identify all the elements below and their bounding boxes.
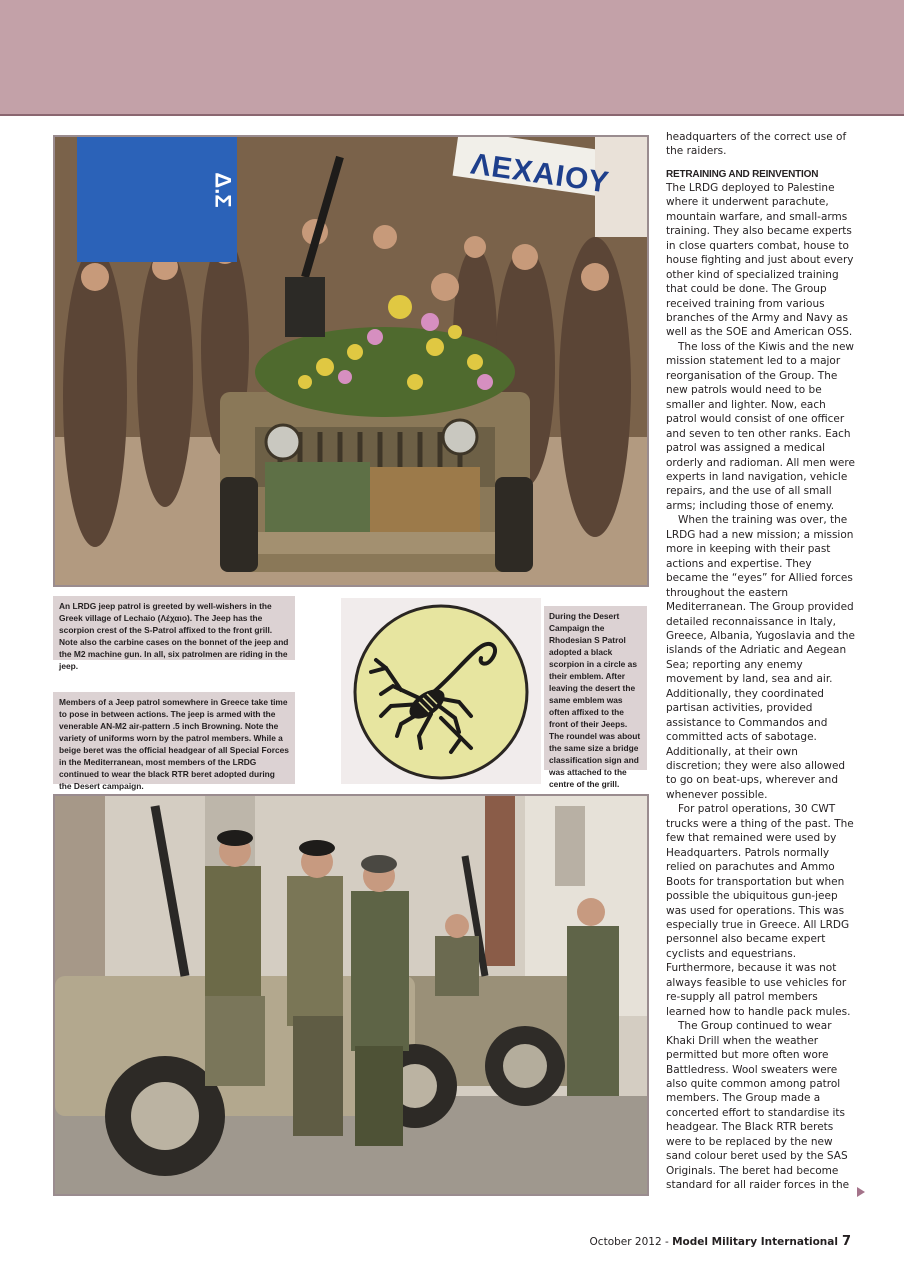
- continued-arrow-icon: [857, 1187, 865, 1197]
- caption-scorpion-roundel: During the Desert Campaign the Rhodesian S Patrol adopted a black scorpion in a circle as their emblem. After leaving the desert the same emblem was often affixed to the front of their Jeeps. The roundel was about the same size a bridge classification sign and was attached to the centre of the grill.: [544, 606, 647, 770]
- article-paragraph: For patrol operations, 30 CWT trucks were a thing of the past. The few that remained were used by Headquarters. Patrols normally relied on parachutes and Ammo Boots for transportation but when possible the ubiquitous gun-jeep was used for operations. This was especially true in Greece. All LRDG personnel also became expert cyclists and equestrians. Furthermore, because it was not always feasible to use vehicles for re-supply all patrol members learned how to handle pack mules.: [666, 803, 854, 1018]
- article-paragraph: When the training was over, the LRDG had a new mission; a mission more in keeping with their past actions and expertise. They became the “eyes” for Allied forces throughout the eastern Mediterranean. The Group provided detailed reconnaissance in Italy, Greece, Albania, Yugoslavia and the islands of the Adriatic and Aegean Sea; reporting any enemy movement by land, sea and air. Additionally, they coordinated partisan activities, provided assistance to Commandos and committed acts of sabotage. Additionally, at their own discretion; they were also allowed to go on beat-ups, wherever and whenever possible.: [666, 514, 855, 801]
- photo-jeep-greeted-in-lechaio: [53, 135, 649, 587]
- article-paragraph: The Group continued to wear Khaki Drill when the weather permitted but more often wore Battledress. Wool sweaters were also quite common among patrol members. The Group made a concerted effort to standardise its headgear. The Black RTR berets were to be replaced by the new sand colour beret used by the SAS Originals. The beret had become standard for all raider forces in the: [666, 1020, 850, 1192]
- header-band: [0, 0, 904, 116]
- scorpion-roundel-icon: [341, 598, 541, 784]
- section-heading: RETRAINING AND REINVENTION: [666, 168, 819, 180]
- article-body: [666, 130, 856, 1193]
- footer-date: October 2012: [589, 1236, 662, 1248]
- scorpion-roundel-panel: [341, 598, 541, 784]
- patrol-posing-illustration: [55, 796, 647, 1194]
- caption-jeep-patrol-pose: Members of a Jeep patrol somewhere in Greece take time to pose in between actions. The jeep is armed with the venerable AN-M2 air-pattern .5 inch Browning. Note the variety of uniforms worn by the patrol members. While a beige beret was the official headgear of all Special Forces in the Mediterranean, most members of the LRDG continued to wear the black RTR beret adopted during the Desert campaign.: [53, 692, 295, 784]
- footer-magazine-title: Model Military International: [672, 1236, 838, 1248]
- article-paragraph: The LRDG deployed to Palestine where it underwent parachute, mountain warfare, and small-arms training. They also became experts in close quarters combat, house to house fighting and just about every other kind of specialized training that could be done. The Group received training from various branches of the Army and Navy as well as the SOE and American OSS.: [666, 181, 854, 339]
- greek-village-banner: ΛΕΧΑΙΟΥ: [468, 147, 612, 200]
- photo-jeep-patrol-posing: [53, 794, 649, 1196]
- greek-flag-letters: Δ.Σ: [210, 172, 236, 208]
- article-intro: headquarters of the correct use of the raiders.: [666, 131, 847, 158]
- caption-greece-patrol: An LRDG jeep patrol is greeted by well-wishers in the Greek village of Lechaio (Λέχαιο). The Jeep has the scorpion crest of the S-Patrol affixed to the front grill. Note also the carbine cases on the bonnet of the jeep and the M2 machine gun. In all, six patrolmen are riding in the jeep.: [53, 596, 295, 660]
- article-paragraph: The loss of the Kiwis and the new mission statement led to a major reorganisation of the Group. The new patrols would need to be smaller and lighter. Now, each patrol would consist of one officer and seven to ten other ranks. Each patrol was assigned a medical orderly and radioman. All men were experts in land navigation, vehicle repairs, and the use of all small arms; including those of enemy.: [666, 340, 855, 512]
- page-number: 7: [841, 1234, 851, 1249]
- footer-separator: -: [661, 1236, 673, 1248]
- jeep-crowd-illustration: [55, 137, 647, 585]
- page-footer: [590, 1234, 851, 1249]
